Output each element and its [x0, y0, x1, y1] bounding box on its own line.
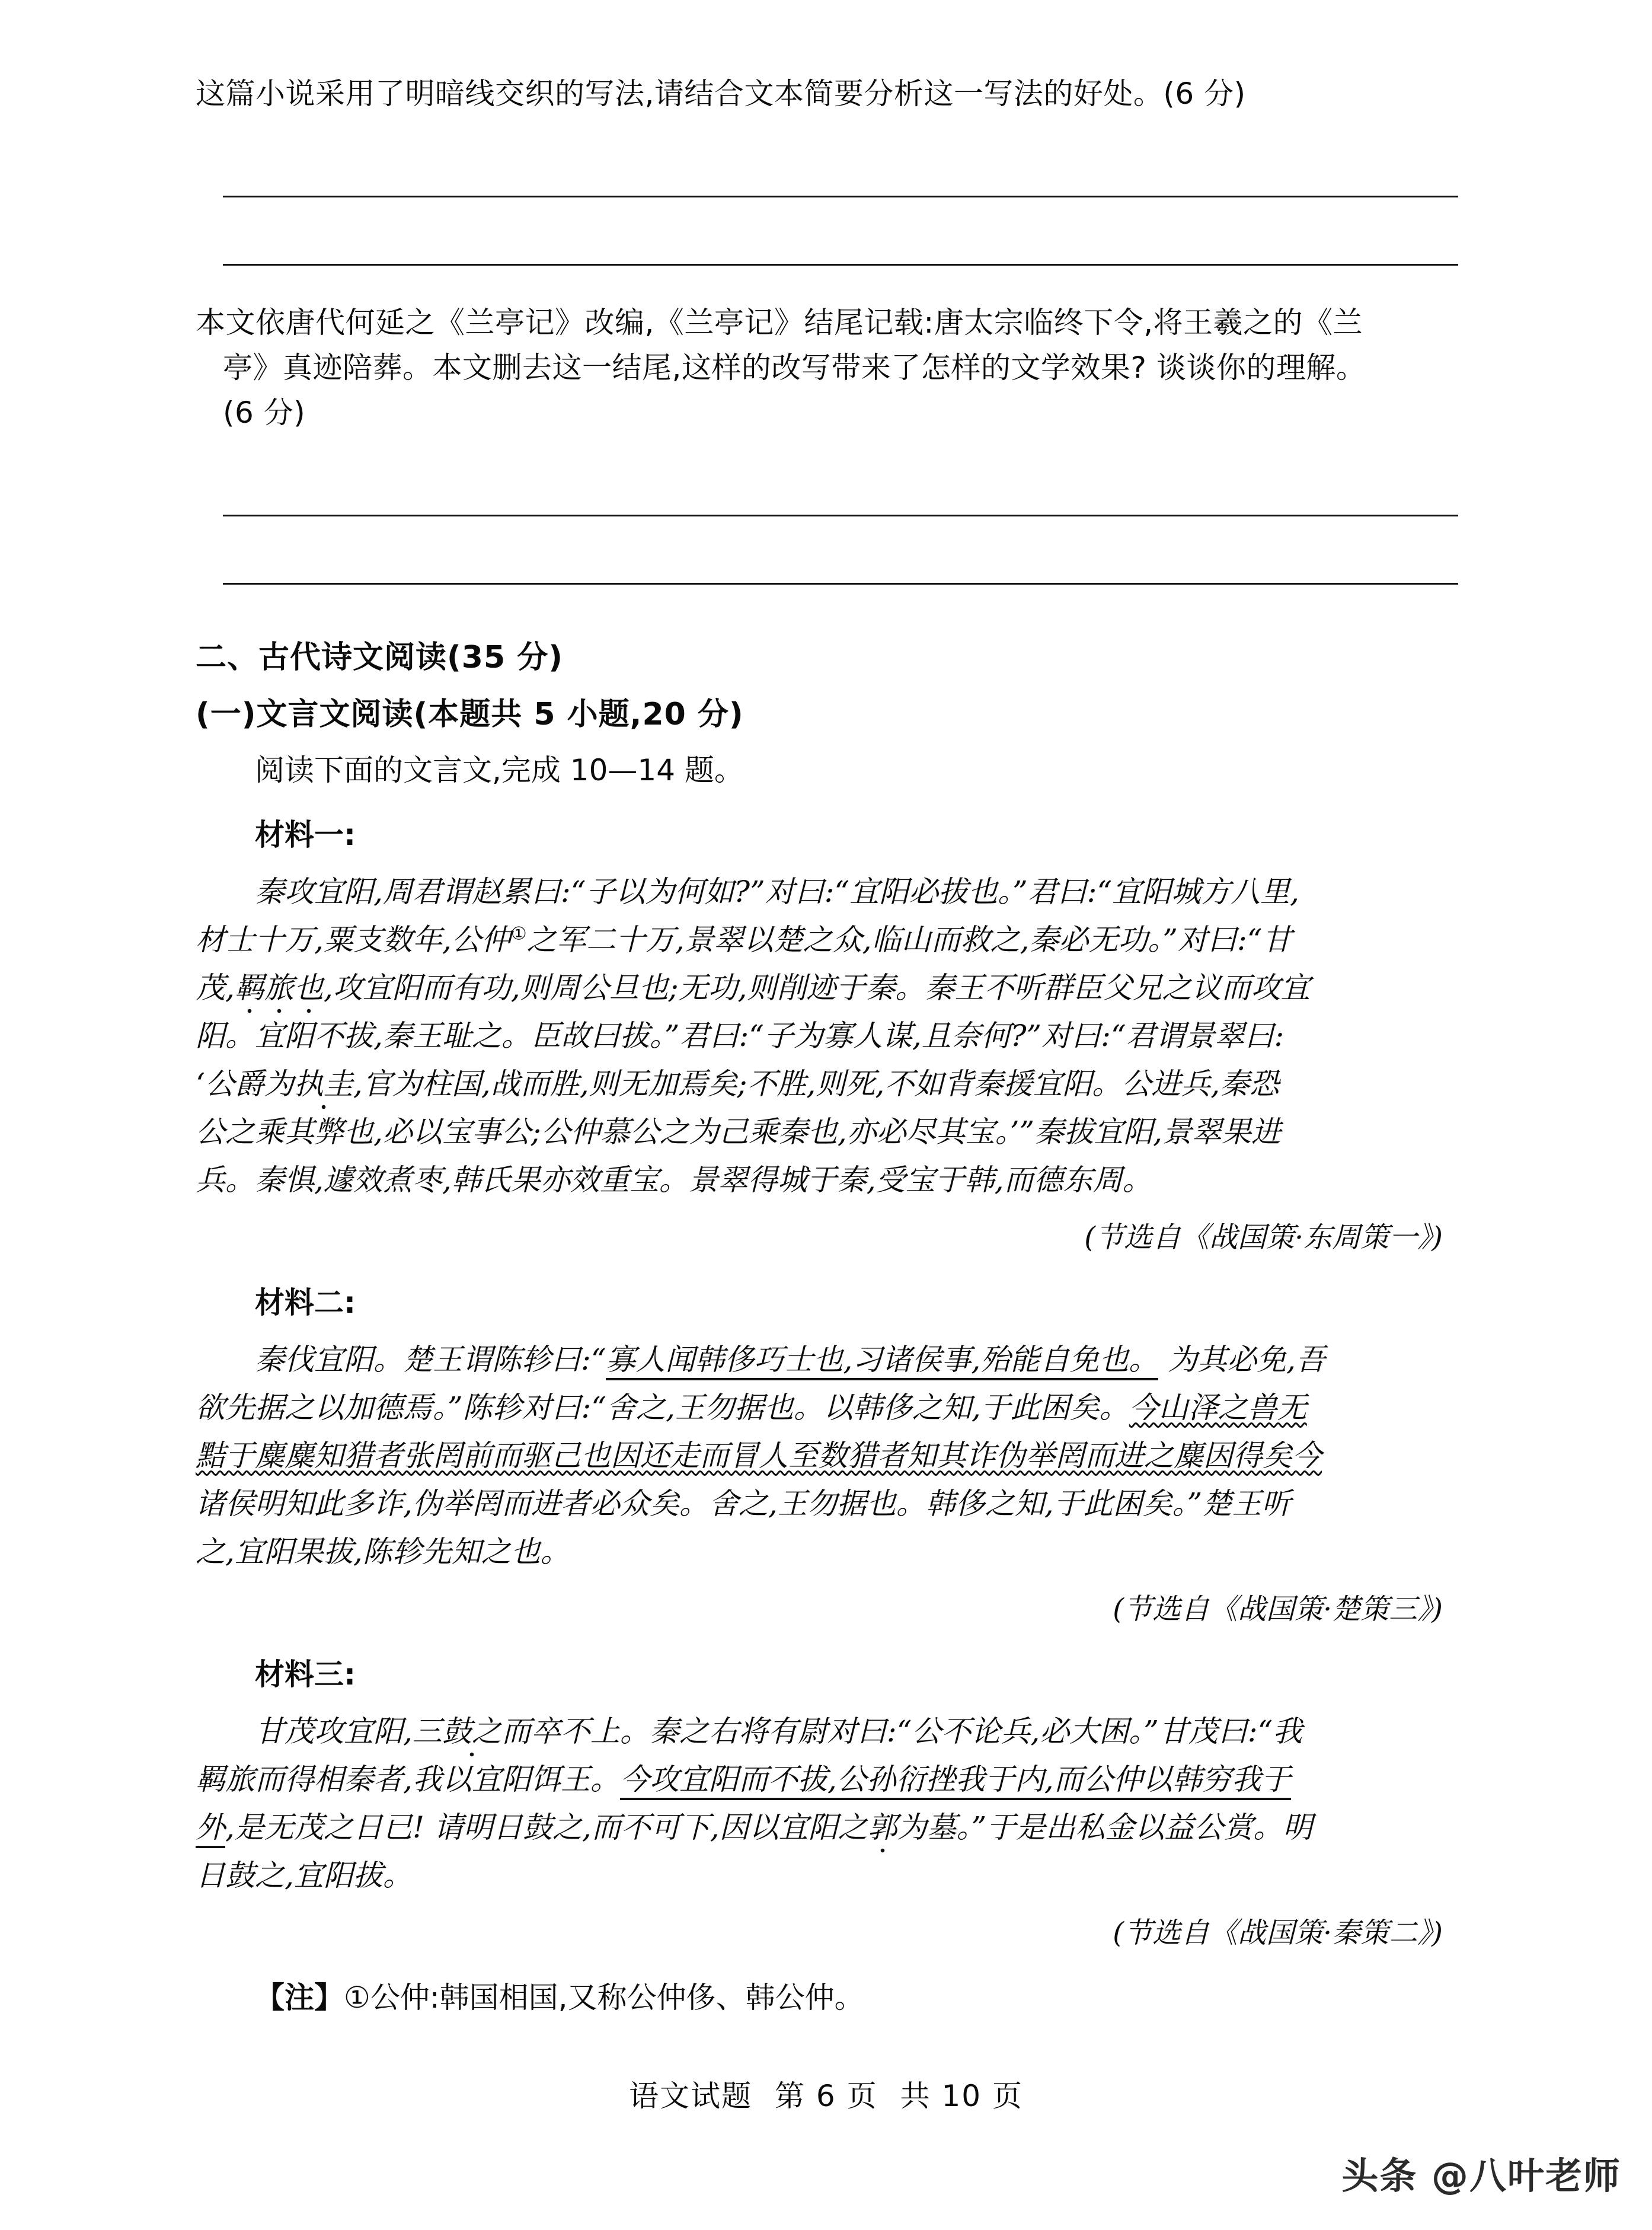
- question-9: [196, 300, 1458, 435]
- spacer: [196, 1204, 1458, 1215]
- material-2-attribution: (节选自《战国策·楚策三》): [1113, 1592, 1443, 1626]
- material-1-line-2: 材士十万,粟支数年,公仲①之军二十万,景翠以楚之众,临山而救之,秦必无功。”对曰:“甘: [196, 923, 1292, 957]
- page-footer: [0, 2072, 1652, 2115]
- spacer: [196, 266, 1458, 300]
- spacer: [196, 1576, 1458, 1587]
- material-2-line-3: [196, 1438, 1322, 1473]
- material-2-line-4: 诸侯明知此多诈,伪举罔而进者必众矣。舍之,王勿据也。韩侈之知,于此困矣。”楚王听: [196, 1486, 1292, 1521]
- footer-subject: 语文试题: [628, 2079, 752, 2113]
- question-8-answer-area[interactable]: [196, 136, 1458, 266]
- emphasis-dotted: 羁旅也: [234, 971, 324, 1005]
- spacer: [196, 116, 1458, 136]
- question-9-answer-area[interactable]: [196, 455, 1458, 585]
- material-3-line-3: 外,是无茂之日已! 请明日鼓之,而不可下,因以宜阳之郭为墓。”于是出私金以益公赏。明: [196, 1810, 1312, 1848]
- material-2-line-1: 秦伐宜阳。楚王谓陈轸曰:“寡人闻韩侈巧士也,习诸侯事,殆能自免也。 为其必免,吾: [255, 1342, 1325, 1380]
- material-1-line-7: 兵。秦惧,遽效煮枣,韩氏果亦效重宝。景翠得城于秦,受宝于韩,而德东周。: [196, 1163, 1152, 1197]
- question-9-line-3: (6 分): [223, 395, 306, 430]
- footnote: [196, 1976, 1458, 2020]
- footnote-marker: 【注】: [255, 1980, 344, 2015]
- emphasis-dotted: 执圭: [293, 1067, 353, 1101]
- emphasis-underline: 今攻宜阳而不拔,公孙衍挫我于内,而公仲以韩穷我于: [620, 1762, 1291, 1800]
- watermark-handle: @八叶老师: [1431, 2154, 1621, 2197]
- footer-page-number: 第 6 页: [774, 2079, 878, 2113]
- footnote-text: ①公仲:韩国相国,又称公仲侈、韩公仲。: [344, 1980, 864, 2015]
- material-3-line-2: 羁旅而得相秦者,我以宜阳饵王。今攻宜阳而不拔,公孙衍挫我于内,而公仲以韩穷我于: [196, 1762, 1291, 1800]
- page-content: [196, 71, 1458, 2020]
- emphasis-dotted: 郭: [867, 1810, 897, 1845]
- material-3-line-4: 日鼓之,宜阳拔。: [196, 1858, 413, 1893]
- question-9-line-2: 亭》真迹陪葬。本文删去这一结尾,这样的改写带来了怎样的文学效果? 谈谈你的理解。: [223, 350, 1366, 385]
- spacer: [196, 1900, 1458, 1910]
- answer-line[interactable]: [223, 516, 1458, 585]
- spacer: [196, 681, 1458, 691]
- emphasis-wave: 黠于麋麋知猎者张罔前而驱己也因还走而冒人至数猎者知其诈伪举罔而进之麋因得矣今: [196, 1438, 1322, 1473]
- question-9-line-1: 本文依唐代何延之《兰亭记》改编,《兰亭记》结尾记载:唐太宗临终下令,将王羲之的《兰: [196, 305, 1363, 340]
- material-1-line-4: 阳。宜阳不拔,秦王耻之。臣故曰拔。”君曰:“子为寡人谋,且奈何?”对曰:“君谓景翠曰:: [196, 1019, 1284, 1053]
- answer-line[interactable]: [223, 455, 1458, 516]
- spacer: [196, 1632, 1458, 1652]
- material-1-body-cont: [196, 916, 1458, 1204]
- emphasis-wave: 今山泽之兽无: [1129, 1390, 1307, 1425]
- spacer: [196, 793, 1458, 813]
- spacer: [196, 585, 1458, 634]
- material-3-attribution: (节选自《战国策·秦策二》): [1113, 1916, 1443, 1950]
- material-1-line-6: 公之乘其弊也,必以宝事公;公仲慕公之为己乘秦也,亦必尽其宝。’”秦拔宜阳,景翠果进: [196, 1115, 1281, 1149]
- spacer: [196, 1697, 1458, 1708]
- spacer: [196, 1261, 1458, 1281]
- emphasis-underline: 外: [196, 1810, 225, 1848]
- material-2-line-2: 欲先据之以加德焉。”陈轸对曰:“舍之,王勿据也。以韩侈之知,于此困矣。今山泽之兽无: [196, 1390, 1307, 1425]
- footer-total-pages: 共 10 页: [900, 2079, 1024, 2113]
- spacer: [196, 857, 1458, 868]
- material-2-label: 材料二:: [255, 1285, 356, 1320]
- question-8: [196, 71, 1458, 116]
- material-2-body-cont: [196, 1384, 1458, 1576]
- material-1-body: [196, 868, 1458, 916]
- material-1-line-1: 秦攻宜阳,周君谓赵累曰:“子以为何如?”对曰:“宜阳必拔也。”君曰:“宜阳城方八里,: [255, 875, 1299, 909]
- material-3-body: [196, 1708, 1458, 1756]
- material-1-line-5: ‘公爵为执圭,官为柱国,战而胜,则无加焉矣;不胜,则死,不如背秦援宜阳。公进兵,秦恐: [196, 1067, 1280, 1101]
- spacer: [196, 1955, 1458, 1976]
- material-1-line-3: 茂,羁旅也,攻宜阳而有功,则周公旦也;无功,则削迹于秦。秦王不听群臣父兄之议而攻宜: [196, 971, 1311, 1005]
- footnote-marker-1: ①: [510, 923, 527, 945]
- material-3-body-cont: [196, 1756, 1458, 1900]
- emphasis-dotted: 鼓之: [442, 1714, 501, 1749]
- spacer: [196, 435, 1458, 455]
- watermark: [1341, 2146, 1621, 2199]
- spacer: [196, 1325, 1458, 1336]
- watermark-platform: 头条: [1341, 2154, 1418, 2197]
- material-1-attribution: (节选自《战国策·东周策一》): [1084, 1221, 1443, 1254]
- question-8-text: 这篇小说采用了明暗线交织的写法,请结合文本简要分析这一写法的好处。(6 分): [196, 76, 1246, 111]
- material-1-label: 材料一:: [255, 818, 356, 852]
- answer-line[interactable]: [223, 197, 1458, 266]
- reading-instruction: 阅读下面的文言文,完成 10—14 题。: [255, 753, 744, 787]
- section-heading: 二、古代诗文阅读(35 分): [196, 640, 563, 675]
- answer-line[interactable]: [223, 136, 1458, 197]
- material-3-label: 材料三:: [255, 1657, 356, 1692]
- material-2-body: [196, 1336, 1458, 1384]
- material-3-line-1: 甘茂攻宜阳,三鼓之而卒不上。秦之右将有尉对曰:“公不论兵,必大困。”甘茂曰:“我: [255, 1714, 1303, 1749]
- section-subheading: (一)文言文阅读(本题共 5 小题,20 分): [196, 697, 744, 732]
- spacer: [196, 738, 1458, 748]
- emphasis-underline: 寡人闻韩侈巧士也,习诸侯事,殆能自免也。: [606, 1342, 1158, 1380]
- material-2-line-5: 之,宜阳果拔,陈轸先知之也。: [196, 1534, 570, 1569]
